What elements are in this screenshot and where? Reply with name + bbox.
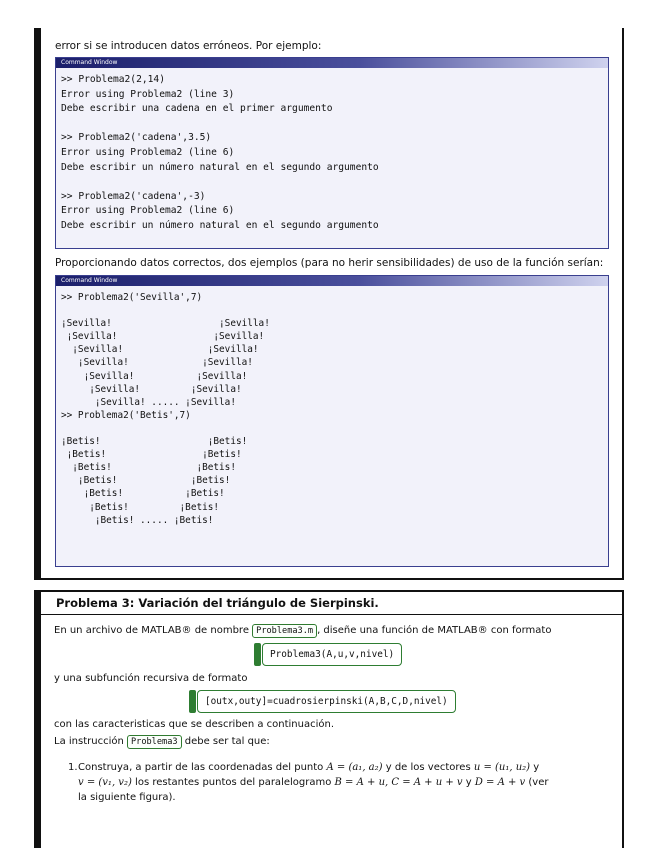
output-line: ¡Betis! ¡Betis! <box>61 462 236 474</box>
math-u: u = (u₁, u₂) <box>473 762 531 773</box>
output-line: ¡Betis! ¡Betis! <box>61 436 248 448</box>
output-line: Error using Problema2 (line 3) <box>61 88 235 100</box>
correct-data-text: Proporcionando datos correctos, dos ejemplos (para no herir sensibilidades) de uso de la función serían: <box>55 257 604 269</box>
green-accent-bar <box>189 690 196 713</box>
box-bottom-border <box>34 578 624 580</box>
math-v: v = (v₁, v₂) <box>78 777 132 788</box>
item1-text-a: Construya, a partir de las coordenadas del punto <box>78 762 327 773</box>
list-item-1-line1 <box>68 761 540 774</box>
output-line: Error using Problema2 (line 6) <box>61 146 235 158</box>
line1-post: , diseñe una función de MATLAB® con formato <box>317 625 552 636</box>
green-accent-bar <box>254 643 261 666</box>
output-line: Error using Problema2 (line 6) <box>61 205 235 217</box>
command-window-output <box>56 68 608 238</box>
intro-error-text: error si se introducen datos erróneos. Por ejemplo: <box>55 40 322 52</box>
item1-text-f: (ver <box>525 777 549 788</box>
output-line: ¡Sevilla! ..... ¡Sevilla! <box>61 396 236 408</box>
math-A: A = (a₁, a₂) <box>326 762 383 773</box>
list-item-1-line2 <box>78 776 548 789</box>
output-line: ¡Sevilla! ¡Sevilla! <box>61 357 253 369</box>
characteristics-text: con las caracteristicas que se describen a continuación. <box>54 719 335 730</box>
list-number: 1. <box>68 762 78 773</box>
output-line: >> Problema2('Sevilla',7) <box>61 292 203 303</box>
box-left-bar <box>34 590 41 848</box>
problem3-line1 <box>54 624 551 638</box>
function-signature: Problema3(A,u,v,nivel) <box>270 649 395 660</box>
instruction-post: debe ser tal que: <box>181 736 270 747</box>
output-line: ¡Betis! ¡Betis! <box>61 449 242 461</box>
item1-text-b: y de los vectores <box>382 762 474 773</box>
box-right-border <box>622 28 624 580</box>
subfunction-signature-box <box>197 690 456 713</box>
list-item-1-line3: la siguiente figura). <box>78 792 176 803</box>
function-signature-box <box>262 643 402 666</box>
output-line: Debe escribir una cadena en el primer argumento <box>61 103 333 115</box>
math-D: D = A + v <box>474 777 526 788</box>
command-window-title: Command Window <box>56 58 608 68</box>
output-line: ¡Sevilla! ¡Sevilla! <box>61 344 259 356</box>
output-line: ¡Sevilla! ¡Sevilla! <box>61 318 270 330</box>
instruction-line <box>54 735 270 749</box>
subfunction-signature: [outx,outy]=cuadrosierpinski(A,B,C,D,nivel) <box>205 696 448 707</box>
problem3-heading: Problema 3: Variación del triángulo de Sierpinski. <box>56 596 379 610</box>
instruction-pre: La instrucción <box>54 736 127 747</box>
output-line: >> Problema2('cadena',3.5) <box>61 132 212 144</box>
item1-text-d: los restantes puntos del paralelogramo <box>131 777 335 788</box>
output-line: ¡Betis! ¡Betis! <box>61 501 220 513</box>
box-left-bar <box>34 28 41 580</box>
output-line: >> Problema2(2,14) <box>61 74 165 85</box>
command-window-errors <box>55 57 609 249</box>
math-B-C: B = A + u, C = A + u + v <box>334 777 463 788</box>
box-top-border <box>34 590 624 592</box>
output-line: >> Problema2('Betis',7) <box>61 409 191 421</box>
subfunction-text: y una subfunción recursiva de formato <box>54 673 248 684</box>
heading-divider <box>41 614 624 615</box>
output-line: ¡Sevilla! ¡Sevilla! <box>61 331 265 343</box>
command-window-title: Command Window <box>56 276 608 286</box>
box-right-border <box>622 590 624 848</box>
line1-pre: En un archivo de MATLAB® de nombre <box>54 625 253 636</box>
output-line: >> Problema2('cadena',-3) <box>61 190 206 202</box>
output-line: ¡Sevilla! ¡Sevilla! <box>61 370 248 382</box>
filename-box: Problema3.m <box>252 624 317 638</box>
output-line: Debe escribir un número natural en el segundo argumento <box>61 161 379 173</box>
output-line: ¡Betis! ¡Betis! <box>61 475 231 487</box>
item1-text-c: y <box>530 762 540 773</box>
instruction-cmd-box: Problema3 <box>127 735 182 749</box>
command-window-output <box>56 286 608 531</box>
item1-text-e: y <box>462 777 475 788</box>
output-line: ¡Betis! ..... ¡Betis! <box>61 514 214 526</box>
output-line: Debe escribir un número natural en el segundo argumento <box>61 219 379 231</box>
output-line: ¡Betis! ¡Betis! <box>61 488 225 500</box>
command-window-examples <box>55 275 609 567</box>
output-line: ¡Sevilla! ¡Sevilla! <box>61 383 242 395</box>
